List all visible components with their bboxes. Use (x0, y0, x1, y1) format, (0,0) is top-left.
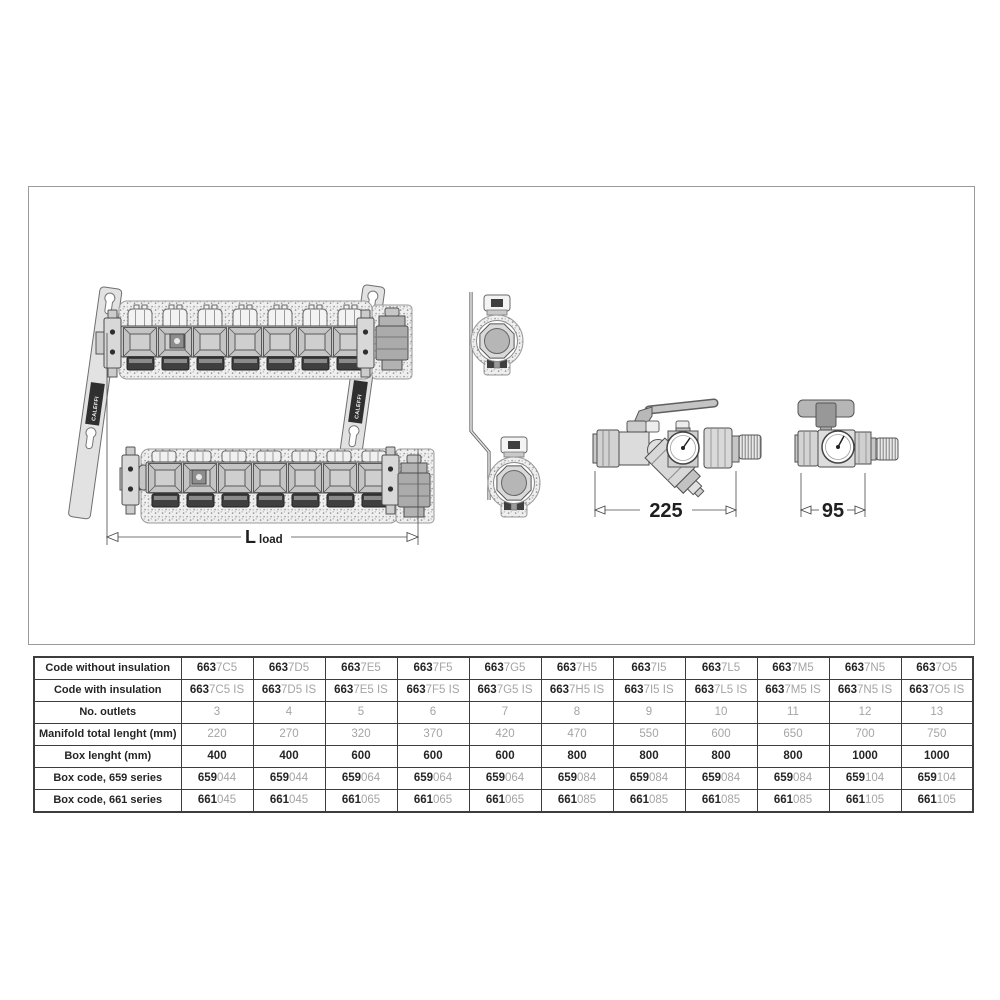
cell-code-prefix: 661 (485, 793, 505, 806)
table-cell (181, 702, 253, 724)
table-cell (901, 746, 973, 768)
table-cell (829, 680, 901, 702)
cell-code-suffix: 7I5 (650, 661, 667, 674)
table-cell (253, 680, 325, 702)
cell-code-prefix: 800 (567, 749, 587, 762)
table-cell (613, 657, 685, 680)
table-cell (325, 680, 397, 702)
table-cell (541, 680, 613, 702)
table-cell (397, 746, 469, 768)
cell-code-prefix: 663 (413, 661, 433, 674)
cell-code-suffix: 104 (865, 771, 885, 784)
table-cell (325, 724, 397, 746)
cell-code-prefix: 400 (207, 749, 227, 762)
row-label: No. outlets (34, 702, 181, 724)
table-cell (469, 746, 541, 768)
cell-code-prefix: 663 (844, 661, 865, 674)
temperature-gauge (667, 428, 699, 467)
cell-code-suffix: 084 (793, 771, 813, 784)
cell-code-prefix: 661 (557, 793, 577, 806)
table-cell (757, 768, 829, 790)
cell-code-prefix: 400 (279, 749, 299, 762)
table-cell (469, 657, 541, 680)
cell-code-suffix: 7G5 (503, 661, 526, 674)
cell-code-suffix: 5 (357, 705, 365, 718)
table-cell (253, 790, 325, 813)
cell-code-prefix: 663 (477, 683, 497, 696)
cell-code-prefix: 1000 (923, 749, 950, 762)
table-cell (613, 746, 685, 768)
table-cell (613, 790, 685, 813)
cell-code-suffix: 065 (505, 793, 525, 806)
table-cell (253, 702, 325, 724)
rail-clamp (122, 447, 139, 514)
table-row (34, 724, 973, 746)
table-cell (613, 702, 685, 724)
table-cell (829, 724, 901, 746)
cell-code-prefix: 659 (845, 771, 865, 784)
cell-code-suffix: 044 (289, 771, 309, 784)
table-cell (901, 702, 973, 724)
table-cell (253, 724, 325, 746)
cell-code-prefix: 661 (629, 793, 649, 806)
table-cell (757, 702, 829, 724)
cell-code-prefix: 659 (413, 771, 433, 784)
table-cell (181, 746, 253, 768)
cell-code-suffix: 084 (577, 771, 597, 784)
cell-code-suffix: 7O5 (935, 661, 958, 674)
table-cell (541, 724, 613, 746)
cell-code-suffix: 550 (639, 727, 659, 740)
cell-code-prefix: 661 (197, 793, 217, 806)
cell-code-suffix: 065 (433, 793, 453, 806)
table-cell (829, 657, 901, 680)
table-cell (757, 746, 829, 768)
table-cell (181, 790, 253, 813)
table-row (34, 680, 973, 702)
table-cell (397, 768, 469, 790)
cell-code-prefix: 663 (334, 683, 354, 696)
cell-code-suffix: 044 (217, 771, 237, 784)
table-cell (325, 790, 397, 813)
table-cell (397, 702, 469, 724)
cell-code-prefix: 663 (549, 683, 569, 696)
cell-code-suffix: 7I5 IS (643, 683, 674, 696)
table-cell (397, 657, 469, 680)
cell-code-prefix: 663 (765, 683, 785, 696)
brand-plate (192, 470, 206, 484)
table-cell (541, 768, 613, 790)
cell-code-suffix: 7E5 IS (353, 683, 388, 696)
table-cell (901, 790, 973, 813)
table-cell (181, 680, 253, 702)
cell-code-suffix: 7L5 (721, 661, 741, 674)
cell-code-prefix: 659 (485, 771, 505, 784)
cell-code-prefix: 659 (773, 771, 793, 784)
cell-code-prefix: 1000 (852, 749, 878, 762)
cell-code-prefix: 800 (783, 749, 803, 762)
cell-code-prefix: 661 (341, 793, 361, 806)
cell-code-prefix: 659 (197, 771, 217, 784)
temperature-gauge (822, 431, 854, 463)
table-cell (685, 724, 757, 746)
table-cell (829, 768, 901, 790)
cell-code-suffix: 085 (793, 793, 813, 806)
cell-code-suffix: 7F5 (432, 661, 453, 674)
cell-code-suffix: 045 (289, 793, 309, 806)
cell-code-prefix: 663 (341, 661, 361, 674)
cell-code-prefix: 663 (916, 661, 936, 674)
cell-code-suffix: 7M5 IS (784, 683, 821, 696)
cell-code-suffix: 085 (721, 793, 741, 806)
table-cell (685, 790, 757, 813)
table-cell (469, 702, 541, 724)
cell-code-suffix: 7D5 IS (281, 683, 317, 696)
cell-code-prefix: 661 (917, 793, 937, 806)
cell-code-prefix: 600 (423, 749, 443, 762)
table-cell (901, 657, 973, 680)
table-cell (253, 746, 325, 768)
cell-code-prefix: 663 (624, 683, 644, 696)
table-cell (829, 790, 901, 813)
cell-code-suffix: 650 (783, 727, 803, 740)
table-cell (181, 724, 253, 746)
table-cell (541, 790, 613, 813)
cell-code-suffix: 13 (930, 705, 944, 718)
table-cell (901, 724, 973, 746)
table-cell (469, 790, 541, 813)
table-cell (685, 657, 757, 680)
cell-code-prefix: 800 (639, 749, 659, 762)
cell-code-suffix: 064 (505, 771, 525, 784)
table-cell (253, 768, 325, 790)
cell-code-suffix: 7F5 IS (425, 683, 460, 696)
cell-code-prefix: 663 (701, 661, 721, 674)
cell-code-prefix: 663 (772, 661, 792, 674)
flow-manifold-drawing (96, 301, 412, 379)
table-cell (829, 746, 901, 768)
row-label: Box code, 659 series (34, 768, 181, 790)
cell-code-prefix: 659 (269, 771, 289, 784)
table-row (34, 768, 973, 790)
cell-code-suffix: 7C5 (216, 661, 238, 674)
cell-code-suffix: 105 (936, 793, 956, 806)
cell-code-prefix: 600 (351, 749, 371, 762)
table-cell (541, 657, 613, 680)
l-load-sub-label: load (259, 534, 283, 546)
cell-code-suffix: 085 (649, 793, 669, 806)
cell-code-prefix: 663 (261, 683, 281, 696)
return-manifold-drawing (120, 447, 434, 523)
table-cell (325, 768, 397, 790)
cell-code-suffix: 7N5 (864, 661, 886, 674)
table-cell (613, 724, 685, 746)
cell-code-prefix: 663 (909, 683, 929, 696)
cell-code-suffix: 045 (217, 793, 237, 806)
table-cell (613, 768, 685, 790)
spec-table-body (34, 657, 973, 812)
rail-clamp (104, 310, 121, 377)
cell-code-suffix: 7M5 (791, 661, 814, 674)
cell-code-suffix: 084 (649, 771, 669, 784)
cell-code-suffix: 084 (721, 771, 741, 784)
cell-code-prefix: 663 (631, 661, 651, 674)
table-cell (901, 768, 973, 790)
table-row (34, 702, 973, 724)
cell-code-prefix: 659 (701, 771, 721, 784)
cell-code-prefix: 661 (269, 793, 289, 806)
cell-code-suffix: 600 (711, 727, 731, 740)
cell-code-suffix: 7E5 (360, 661, 381, 674)
table-cell (829, 702, 901, 724)
cell-code-suffix: 064 (361, 771, 381, 784)
cell-code-suffix: 7H5 IS (569, 683, 605, 696)
cell-code-suffix: 7L5 IS (713, 683, 748, 696)
cell-code-suffix: 270 (279, 727, 299, 740)
cell-code-prefix: 659 (341, 771, 361, 784)
cell-code-suffix: 750 (927, 727, 947, 740)
row-label: Manifold total lenght (mm) (34, 724, 181, 746)
cell-code-suffix: 370 (423, 727, 443, 740)
cell-code-suffix: 7G5 IS (496, 683, 533, 696)
cell-code-suffix: 3 (213, 705, 221, 718)
cell-code-prefix: 663 (196, 661, 217, 674)
cell-code-prefix: 661 (413, 793, 433, 806)
cell-code-suffix: 700 (855, 727, 875, 740)
cell-code-suffix: 7D5 (288, 661, 310, 674)
cell-code-suffix: 11 (787, 705, 799, 718)
table-cell (325, 702, 397, 724)
cell-code-prefix: 661 (773, 793, 793, 806)
cell-code-prefix: 663 (556, 661, 577, 674)
table-cell (613, 680, 685, 702)
l-load-main-label: L (245, 527, 256, 547)
table-row (34, 790, 973, 813)
cell-code-prefix: 663 (837, 683, 857, 696)
table-cell (685, 702, 757, 724)
cell-code-suffix: 105 (865, 793, 885, 806)
valve-length-label: 225 (649, 500, 683, 522)
cell-code-suffix: 12 (858, 705, 872, 718)
cell-code-prefix: 659 (557, 771, 577, 784)
cell-code-prefix: 800 (711, 749, 731, 762)
cell-code-prefix: 659 (917, 771, 937, 784)
table-cell (541, 702, 613, 724)
cell-code-suffix: 320 (351, 727, 371, 740)
rail-clamp (357, 310, 374, 377)
cell-code-suffix: 220 (207, 727, 227, 740)
rail-clamp (382, 447, 399, 514)
cell-code-suffix: 7N5 IS (857, 683, 893, 696)
table-cell (757, 680, 829, 702)
cell-code-suffix: 085 (577, 793, 597, 806)
table-cell (325, 746, 397, 768)
table-cell (757, 790, 829, 813)
table-cell (541, 746, 613, 768)
cell-code-prefix: 663 (406, 683, 426, 696)
cell-code-suffix: 420 (495, 727, 515, 740)
cell-code-suffix: 7O5 IS (928, 683, 965, 696)
cell-code-suffix: 064 (433, 771, 453, 784)
cell-code-prefix: 663 (484, 661, 504, 674)
cell-code-suffix: 7H5 (576, 661, 598, 674)
cell-code-suffix: 7C5 IS (209, 683, 245, 696)
table-cell (469, 768, 541, 790)
row-label: Code with insulation (34, 680, 181, 702)
table-cell (685, 746, 757, 768)
cell-code-suffix: 065 (361, 793, 381, 806)
cell-code-prefix: 663 (189, 683, 209, 696)
rail-brand-label: CALEFFI (354, 393, 364, 420)
cell-code-suffix: 470 (567, 727, 587, 740)
table-cell (397, 680, 469, 702)
cell-code-suffix: 4 (285, 705, 293, 718)
table-cell (685, 680, 757, 702)
table-cell (757, 657, 829, 680)
cell-code-prefix: 661 (845, 793, 865, 806)
table-row (34, 746, 973, 768)
rail-brand-label: CALEFFI (91, 395, 101, 422)
table-cell (757, 724, 829, 746)
table-row (34, 657, 973, 680)
table-cell (397, 724, 469, 746)
table-cell (901, 680, 973, 702)
cell-code-suffix: 6 (429, 705, 437, 718)
table-cell (181, 657, 253, 680)
table-cell (181, 768, 253, 790)
cell-code-suffix: 104 (936, 771, 956, 784)
table-cell (685, 768, 757, 790)
table-cell (325, 657, 397, 680)
cell-code-suffix: 7 (501, 705, 509, 718)
spec-table (33, 656, 974, 813)
cell-code-suffix: 10 (714, 705, 728, 718)
cell-code-prefix: 600 (495, 749, 515, 762)
cell-code-prefix: 659 (629, 771, 649, 784)
table-cell (469, 680, 541, 702)
brand-plate (170, 334, 184, 348)
row-label: Code without insulation (34, 657, 181, 680)
cell-code-prefix: 663 (268, 661, 289, 674)
valve-width-label: 95 (821, 500, 845, 522)
table-cell (253, 657, 325, 680)
cell-code-prefix: 661 (701, 793, 721, 806)
row-label: Box lenght (mm) (34, 746, 181, 768)
cell-code-suffix: 9 (645, 705, 653, 718)
cell-code-suffix: 8 (573, 705, 581, 718)
table-cell (469, 724, 541, 746)
row-label: Box code, 661 series (34, 790, 181, 813)
cell-code-prefix: 663 (694, 683, 714, 696)
table-cell (397, 790, 469, 813)
